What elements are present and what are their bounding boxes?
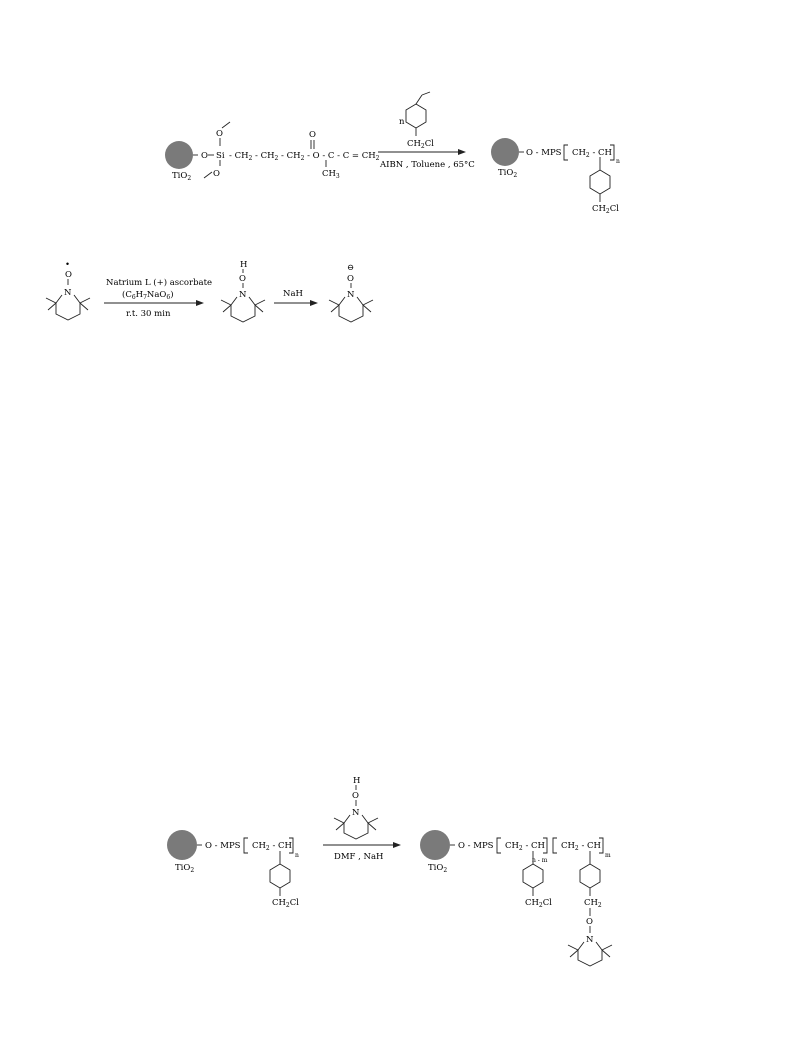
- backbone-2: $CH_2$ - CH: [252, 841, 292, 852]
- scheme-1: [165, 92, 620, 215]
- ch2cl-label-2: $CH_2Cl$: [272, 898, 299, 909]
- anion-charge: ⊖: [347, 263, 355, 273]
- product-backbone: $CH_2$ - CH: [572, 148, 612, 159]
- product-backbone-b: $CH_2$ - CH: [561, 841, 601, 852]
- methyl-label: $CH_3$: [322, 169, 340, 180]
- methoxy-o-bottom: O: [213, 169, 220, 179]
- tio2-label: TiO$_2$: [172, 171, 192, 182]
- radical-dot: •: [65, 260, 71, 270]
- conditions-label-3: DMF , NaH: [334, 852, 384, 862]
- product-o-label: O: [586, 917, 593, 927]
- methoxy-o-top: O: [216, 129, 223, 139]
- product-tio2-label: TiO$_2$: [498, 168, 518, 179]
- product-ch2-linker: $CH_2$: [584, 898, 602, 909]
- oxygen-label: O: [201, 151, 208, 161]
- propyl-chain: - $CH_2 - CH_2 - CH_2 - O - C - C = CH_2$: [229, 151, 380, 162]
- reagent-o-label: O: [352, 791, 359, 801]
- product-tio2-particle-2: [420, 830, 450, 860]
- n-label-2: n: [295, 852, 299, 859]
- product-tempo-ring: [578, 942, 602, 966]
- silicon-label: Si: [216, 151, 225, 161]
- product-n-label: N: [586, 935, 594, 945]
- reagent-ring: [344, 815, 368, 839]
- tio2-label-2: TiO$_2$: [175, 863, 195, 874]
- conditions-label-1: AIBN , Toluene , 65°C: [380, 160, 475, 170]
- product-ch2cl-label-2: $CH_2Cl$: [525, 898, 552, 909]
- product-m-label: m: [605, 852, 611, 859]
- product-tio2-label-2: TiO$_2$: [428, 863, 448, 874]
- reagent-line-3: r.t. 30 min: [126, 309, 171, 319]
- tio2-particle-2: [167, 830, 197, 860]
- product-nm-label: n - m: [532, 857, 548, 864]
- hydroxylamine-ring: [231, 297, 255, 322]
- tempo-o-label: O: [65, 270, 72, 280]
- tio2-particle: [165, 141, 193, 169]
- product-mps-label-2: O - MPS: [458, 841, 494, 851]
- product-n-label: n: [616, 158, 620, 165]
- hydroxylamine-h-label: H: [240, 260, 248, 270]
- scheme-3: [167, 776, 612, 966]
- carbonyl-o-label: O: [309, 130, 316, 140]
- reagent-line-1: Natrium L (+) ascorbate: [106, 278, 213, 288]
- monomer-ch2cl-label: $CH_2Cl$: [407, 139, 434, 150]
- tempo-ring: [56, 295, 80, 320]
- vinylbenzyl-chloride-structure: [406, 92, 430, 136]
- reagent-h-label: H: [353, 776, 361, 786]
- anion-ring: [339, 297, 363, 322]
- tempo-n-label: N: [64, 288, 72, 298]
- reagent-n-label: N: [352, 808, 360, 818]
- scheme-2: [46, 260, 373, 322]
- anion-o-label: O: [347, 274, 354, 284]
- product-backbone-a: $CH_2$ - CH: [505, 841, 545, 852]
- nah-label: NaH: [283, 289, 303, 299]
- anion-n-label: N: [347, 290, 355, 300]
- hydroxylamine-o-label: O: [239, 274, 246, 284]
- product-ch2cl-label: $CH_2Cl$: [592, 204, 619, 215]
- product-tio2-particle: [491, 138, 519, 166]
- product-mps-label: O - MPS: [526, 148, 562, 158]
- hydroxylamine-n-label: N: [239, 290, 247, 300]
- reagent-line-2: $(C_6H_7NaO_6)$: [122, 290, 174, 301]
- monomer-index-n: n: [399, 117, 405, 127]
- mps-label-2: O - MPS: [205, 841, 241, 851]
